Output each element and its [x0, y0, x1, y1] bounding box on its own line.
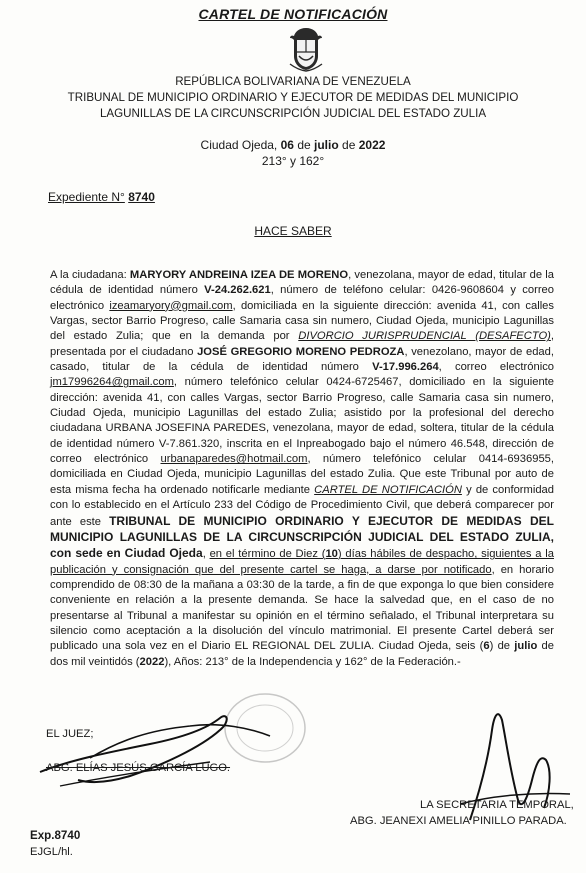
judge-name: ABG. ELÍAS JESÚS GARCÍA LUGO.: [46, 762, 231, 774]
secretary-name: ABG. JEANEXI AMELIA PINILLO PARADA.: [350, 815, 567, 827]
email-link: izeamaryory@gmail.com: [109, 299, 233, 312]
court-heading-line1: TRIBUNAL DE MUNICIPIO ORDINARIO Y EJECUTOR DE MEDIDAS DEL MUNICIPIO: [67, 91, 519, 104]
email-link: urbanaparedes@hotmail.com: [160, 453, 308, 466]
document-title: CARTEL DE NOTIFICACIÓN: [198, 6, 388, 22]
coat-of-arms-icon: [285, 26, 327, 72]
judge-label: EL JUEZ;: [46, 728, 94, 740]
court-heading-line2: LAGUNILLAS DE LA CIRCUNSCRIPCIÓN JUDICIAL DEL ESTADO ZULIA: [99, 107, 487, 120]
notification-body: A la ciudadana: MARYORY ANDREINA IZEA DE MORENO, venezolana, mayor de edad, titular de la cédula de identidad número V-24.262.621, número de teléfono celular: 0426-9608604 y correo electrónico izeamaryory@gmail.com, domiciliada en la siguiente dirección: avenida 41, con calles Vargas, sector Barrio Progreso, calle Samaria casa sin numero, Ciudad Ojeda, municipio Lagunillas del estado Zulia; que en la demanda por DIVORCIO JURISPRUDENCIAL (DESAFECTO), presentada por el ciudadano JOSÉ GREGORIO MORENO PEDROZA, venezolano, mayor de edad, casado, titular de la cédula de identidad número V-17.996.264, correo electrónico jm17996264@gmail.com, número telefónico celular 0424-6725467, domiciliado en la siguiente dirección: avenida 41, con calles Vargas, sector Barrio Progreso, calle Samaria casa sin numero, Ciudad Ojeda, municipio Lagunillas del estado Zulia; asistido por la profesional del derecho ciudadana URBANA JOSEFINA PAREDES, venezolana, mayor de edad, soltera, titular de la cédula de identidad número V-7.861.320, inscrita en el Inpreabogado bajo el número 46.548, dirección de correo electrónico urbanaparedes@hotmail.com, número telefónico celular 0414-6936955, domiciliada en Ciudad Ojeda, municipio Lagunillas del estado Zulia. Que este Tribunal por auto de esta misma fecha ha ordenado notificarle mediante CARTEL DE NOTIFICACIÓN y de conformidad con lo establecido en el Artículo 233 del Código de Procedimiento Civil, que deberá comparecer por ante este TRIBUNAL DE MUNICIPIO ORDINARIO Y EJECUTOR DE MEDIDAS DEL MUNICIPIO LAGUNILLAS DE LA CIRCUNSCRIPCIÓN JUDICIAL DEL ESTADO ZULIA, con sede en Ciudad Ojeda, en el término de Diez (10) días hábiles de despacho, siguientes a la publicación y consignación que del presente cartel se haga, a darse por notificado, en horario comprendido de 08:30 de la mañana a 03:30 de la tarde, a fin de que exponga lo que bien considere conveniente en relación a la presente demanda. Se hace la salvedad que, en el caso de no presentarse al Tribunal a manifestar su opinión en el término señalado, el Tribunal interpretara su silencio como aceptación a la disolución del vínculo matrimonial. El presente Cartel deberá ser publicado una sola vez en el Diario EL REGIONAL DEL ZULIA. Ciudad Ojeda, seis (6) de julio de dos mil veintidós (2022), Años: 213° de la Independencia y 162° de la Federación.-: [50, 269, 555, 668]
judge-signature: [30, 700, 290, 800]
document-date-years: 213° y 162°: [261, 154, 325, 168]
footer-initials: EJGL/hl.: [30, 846, 73, 858]
country-heading: REPÚBLICA BOLIVARIANA DE VENEZUELA: [175, 75, 411, 88]
document-date: Ciudad Ojeda, 06 de julio de 2022: [200, 138, 386, 152]
hace-saber-heading: HACE SABER: [254, 224, 332, 238]
footer-case-ref: Exp.8740: [30, 829, 81, 842]
secretary-label: LA SECRETARIA TEMPORAL,: [420, 799, 574, 811]
case-number: Expediente N° 8740: [48, 190, 155, 204]
email-link: jm17996264@gmail.com: [50, 376, 174, 389]
